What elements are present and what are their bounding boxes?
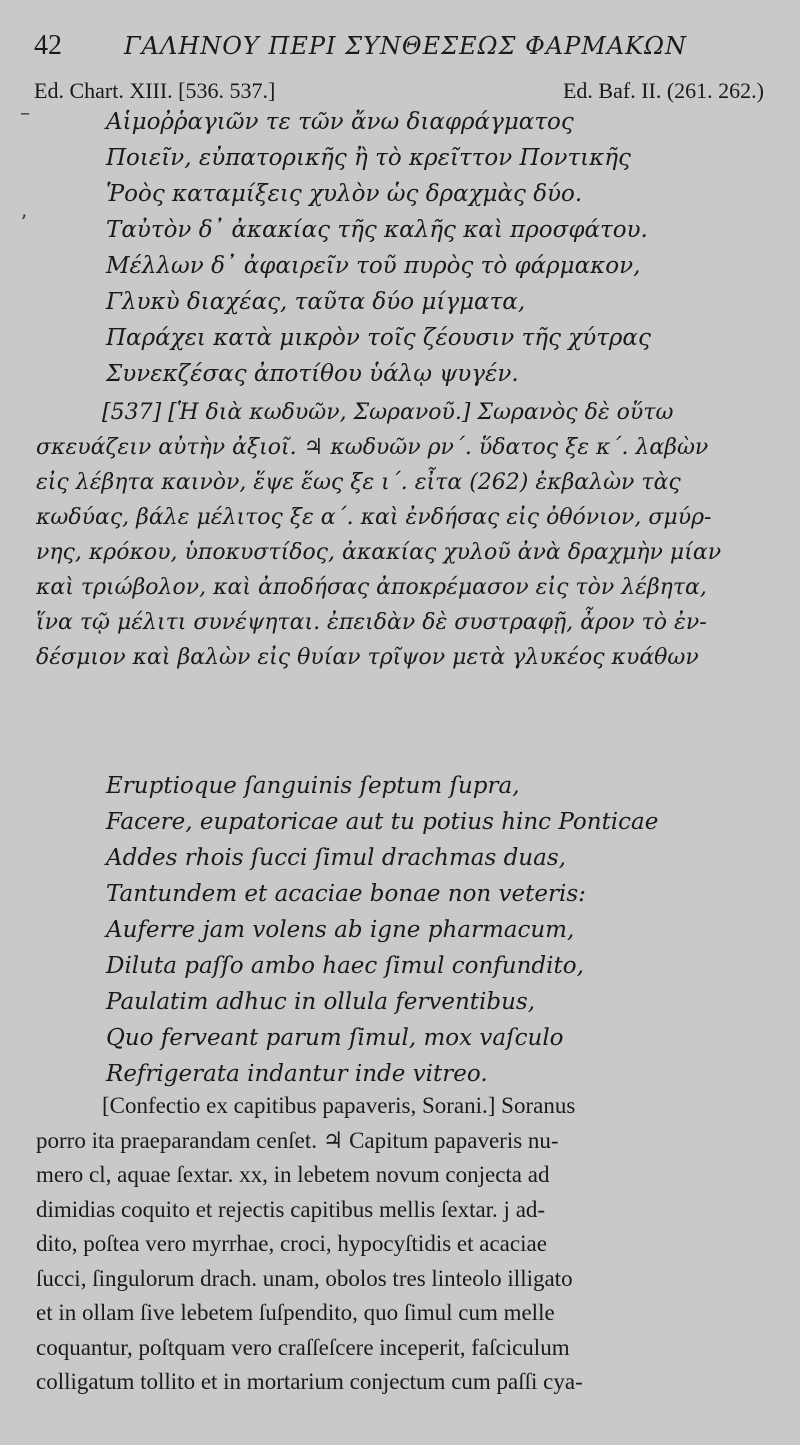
prose-line: [537] [Ἡ διὰ κωδυῶν, Σωρανοῦ.] Σωρανὸς δὲ οὕτω xyxy=(102,400,674,425)
verse-line: Γλυκὺ διαχέας, ταῦτα δύο μίγματα, xyxy=(106,289,526,315)
verse-line: Quo ferveant parum ſimul, mox vaſculo xyxy=(106,1025,564,1051)
prose-line: εἰς λέβητα καινὸν, ἕψε ἕως ξε ι΄. εἶτα (262) ἐκβαλὼν τὰς xyxy=(36,470,681,495)
prose-line: porro ita praeparandam cenſet. ♃ Capitum papaveris nu- xyxy=(36,1127,559,1153)
verse-line: Tantundem et acaciae bonae non veteris: xyxy=(106,881,586,907)
page-header xyxy=(34,30,764,66)
greek-prose-block xyxy=(36,395,766,675)
prose-line: κωδύας, βάλε μέλιτος ξε α΄. καὶ ἐνδήσας εἰς ὀθόνιον, σμύρ- xyxy=(36,505,712,530)
prose-line: σκευάζειν αὐτὴν ἀξιοῖ. ♃ κωδυῶν ρν΄. ὕδατος ξε κ΄. λαβὼν xyxy=(36,435,709,460)
verse-line: Ταὐτὸν δ᾽ ἀκακίας τῆς καλῆς καὶ προσφάτου. xyxy=(106,217,648,243)
verse-line: Facere, eupatoricae aut tu potius hinc Ponticae xyxy=(106,809,659,835)
prose-line: νης, κρόκου, ὑποκυστίδος, ἀκακίας χυλοῦ ἀνὰ δραχμὴν μίαν xyxy=(36,540,722,565)
verse-line: Refrigerata indantur inde vitreo. xyxy=(106,1061,488,1087)
running-title: ΓΑΛΗΝΟΥ ΠΕΡΙ ΣΥΝΘΕΣΕΩΣ ΦΑΡΜΑΚΩΝ xyxy=(124,32,687,60)
prose-line: coquantur, poſtquam vero craſſeſcere inceperit, faſciculum xyxy=(36,1334,570,1360)
prose-line: colligatum tollito et in mortarium conjectum cum paſſi cya- xyxy=(36,1369,583,1394)
prose-line: mero cl, aquae ſextar. xx, in lebetem novum conjecta ad xyxy=(36,1162,550,1187)
verse-line: Συνεκζέσας ἀποτίθου ὑάλῳ ψυγέν. xyxy=(106,361,519,387)
prose-line: ἵνα τῷ μέλιτι συνέψηται. ἐπειδὰν δὲ συστραφῇ, ἆρον τὸ ἐν- xyxy=(36,610,707,635)
prose-line: et in ollam ſive lebetem ſuſpendito, quo ſimul cum melle xyxy=(36,1300,555,1325)
verse-line: Paulatim adhuc in ollula ferventibus, xyxy=(106,989,536,1015)
edition-chartier: Ed. Chart. XIII. [536. 537.] xyxy=(34,78,276,103)
verse-line: Ποιεῖν, εὐπατορικῆς ἢ τὸ κρεῖττον Ποντικῆς xyxy=(106,145,631,171)
verse-line: Addes rhois ſucci ſimul drachmas duas, xyxy=(106,845,566,871)
page-number: 42 xyxy=(34,30,62,61)
verse-line: Auferre jam volens ab igne pharmacum, xyxy=(106,917,575,943)
margin-tick: ʼ xyxy=(20,210,27,234)
prose-line: dito, poſtea vero myrrhae, croci, hypocyſtidis et acaciae xyxy=(36,1231,547,1256)
edition-basel: Ed. Baf. II. (261. 262.) xyxy=(562,78,764,103)
prose-line: ſucci, ſingulorum drach. unam, obolos tres linteolo illigato xyxy=(36,1265,573,1291)
greek-verse-block xyxy=(106,104,766,392)
prose-line: dimidias coquito et rejectis capitibus mellis ſextar. j ad- xyxy=(36,1196,546,1222)
margin-dash: – xyxy=(20,100,30,124)
prose-line: [Confectio ex capitibus papaveris, Sorani.] Soranus xyxy=(102,1093,576,1118)
prose-line: δέσμιον καὶ βαλὼν εἰς θυίαν τρῖψον μετὰ γλυκέος κυάθων xyxy=(36,645,699,670)
verse-line: Μέλλων δ᾽ ἀφαιρεῖν τοῦ πυρὸς τὸ φάρμακον, xyxy=(106,253,641,279)
latin-prose-block xyxy=(36,1089,766,1400)
prose-line: καὶ τριώβολον, καὶ ἀποδήσας ἀποκρέμασον εἰς τὸν λέβητα, xyxy=(36,575,707,600)
verse-line: Diluta paſſo ambo haec ſimul confundito, xyxy=(106,953,584,979)
verse-line: Αἱμοῤῥαγιῶν τε τῶν ἄνω διαφράγματος xyxy=(106,109,574,135)
verse-line: Ῥοὸς καταμίξεις χυλὸν ὡς δραχμὰς δύο. xyxy=(106,181,583,207)
latin-verse-block xyxy=(106,768,766,1092)
verse-line: Παράχει κατὰ μικρὸν τοῖς ζέουσιν τῆς χύτρας xyxy=(106,325,651,351)
verse-line: Eruptioque ſanguinis ſeptum ſupra, xyxy=(106,773,520,799)
